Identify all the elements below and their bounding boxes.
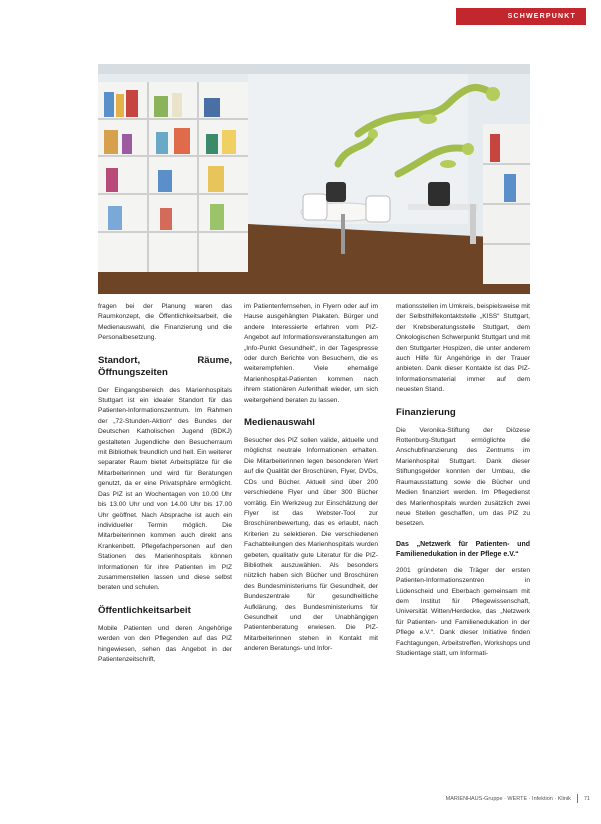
standort-paragraph: Der Eingangsbereich des Marienhospitals Stuttgart ist ein idealer Standort für das Patienten-Informationszentrum. Im Rahmen der „72-Stunden-Aktion“ des Bundes der Deutschen Katholischen Jugend (BDKJ) gestalteten Jugendliche den Besucherraum mit Bibliothek freundlich und hell. Ein weiterer separater Raum bietet Arbeitsplätze für die Mitarbeiterinnen und wird für Beratungen genutzt, da er eine Privatsphäre ermöglicht. Das PIZ ist an Wochentagen von 10.00 Uhr bis 13.00 Uhr und von 14.00 Uhr bis 17.00 Uhr geöffnet. Nach Absprache ist auch ein individueller Termin möglich. Die Mitarbeiterinnen kommen auch direkt ans Krankenbett. Pflegefachpersonen auf den Stationen des Marienhospitals können Informationen für ihre Patienten im PIZ zusammenstellen lassen und diese selbst beraten und schulen. [98,386,232,592]
heading-finanzierung: Finanzierung [396,406,456,418]
oeffentlichkeit-paragraph: Mobile Patienten und deren Angehörige werden von den Pflegenden auf das PIZ hingewiesen, sehen das Angebot in der Patientenzeitschrift, [98,624,232,663]
page-number: 71 [583,795,590,802]
column-3 [396,302,530,659]
page-footer [370,794,590,803]
finanzierung-paragraph: Die Veronika-Stiftung der Diözese Rottenburg-Stuttgart ermöglichte die Anschubfinanzierung des Zentrums im Marienhospital Stuttgart. Dank dieser Stiftungsgelder konnten der Umbau, die Raumausstattung sowie die Bücher und Medien finanziert werden. Im Pflegedienst des Marienhospitals wurden zusätzlich zwei neue Stellen geschaffen, um das PIZ zu besetzen. [396,426,530,528]
heading-standort: Standort, Räume, Öffnungszeiten [98,354,232,378]
column-2 [244,302,378,655]
continuation-paragraph: mationsstellen im Umkreis, beispielsweise mit der Selbsthilfekontaktstelle „KISS“ Stuttgart, der Krebsberatungsstelle Stuttgart, dem Onkologischen Schwerpunkt Stuttgart und mit den Stuttgarter Hospizen, die unter anderem auch Hilfe für Angehörige in der Trauer anbieten. Dank dieser Kontakte ist das PIZ-Informationsmaterial immer auf dem neuesten Stand. [396,303,530,394]
heading-oeffentlichkeit: Öffentlichkeitsarbeit [98,604,191,616]
heading-netzwerk: Das „Netzwerk für Patienten- und Familienedukation in der Pflege e.V.“ [396,540,530,558]
magazine-name: MARIENHAUS-Gruppe · WERTE · Infektion · Klinik [445,795,571,802]
column-1 [98,302,232,665]
section-tag: SCHWERPUNKT [456,8,586,25]
heading-medienauswahl: Medienauswahl [244,417,315,429]
medienauswahl-paragraph: Besucher des PIZ sollen valide, aktuelle und möglichst neutrale Informationen erhalten. Die Mitarbeiterinnen legen besonderen Wert auf die Qualität der Broschüren, Flyer, DVDs, CDs und Bücher. Aktuell sind über 200 verschiedene Flyer und über 300 Bücher vorrätig. Ein Werkzeug zur Einschätzung der Flyer ist das Webster-Tool zur Broschürenbewertung, das es erlaubt, nach Kriterien zu selektieren. Die verschiedenen Fachabteilungen des Marienhospitals wurden gebeten, qualitativ gute Literatur für die PIZ-Bibliothek auszuwählen. Als besonders nützlich haben sich Bücher und Broschüren des Bundesministeriums für Gesundheit, der Bundeszentrale für gesundheitliche Aufklärung, des Bundesministeriums für Gesundheit und der Unabhängigen Patientenberatung erwiesen. Die PIZ-Mitarbeiterinnen stehen in Kontakt mit anderen Beratungs- und Infor- [244,437,378,653]
library-room-photo [98,64,530,294]
footer-divider [577,794,578,803]
intro-paragraph: fragen bei der Planung waren das Raumkonzept, die Öffentlichkeitsarbeit, die Medienauswahl, die Finanzierung und die Personalbesetzung. [98,303,232,342]
netzwerk-paragraph: 2001 gründeten die Träger der ersten Patienten-Informationszentren in Lüdenscheid und Eberbach gemeinsam mit dem Institut für Pflegewissenschaft, Universität Witten/Herdecke, das „Netzwerk für Patienten- und Familienedukation in der Pflege e.V.“. Dank dieser Initiative finden Fachtagungen, Arbeitstreffen, Workshops und Studientage statt, um Informati- [396,566,530,657]
continuation-paragraph: im Patientenfernsehen, in Flyern oder auf im Hause ausgehängten Plakaten. Bürger und andere Interessierte erfahren vom PIZ-Angebot auf Informationsveranstaltungen am „Info-Punkt Gesundheit“, in der Tagespresse oder durch Berichte von Besuchern, die es weiterempfehlen. Viele ehemalige Marienhospital-Patienten kommen nach ihrem stationären Aufenthalt wieder, um sich weitergehend beraten zu lassen. [244,303,378,404]
library-room-illustration [98,64,530,294]
